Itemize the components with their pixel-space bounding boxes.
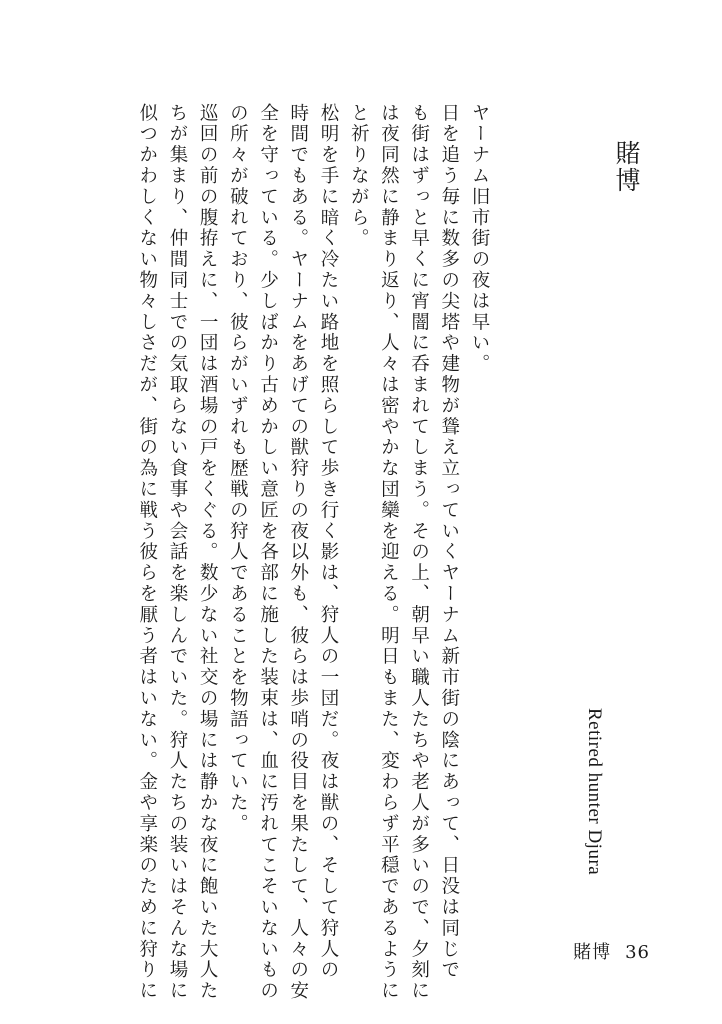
page-title: 賭博 — [612, 140, 641, 194]
text-line: 松明を手に暗く冷たい路地を照らして歩き行く影は、狩人の一団だ。夜は獣の、そして狩人の — [317, 103, 339, 981]
text-line: ヤーナム旧市街の夜は早い。 — [469, 103, 490, 375]
text-line: と祈りながら。 — [348, 103, 370, 250]
text-line: は夜同然に静まり返り、人々は密やかな団欒を迎える。明日もまた、変わらず平穏であるように — [378, 103, 400, 1002]
page-footer — [559, 938, 650, 964]
text-line: も街はずっと早くに宵闇に呑まれてしまう。その上、朝早い職人たちや老人が多いので、夕刻に — [408, 103, 430, 1002]
text-line: 巡回の前の腹拵えに、一団は酒場の戸をくぐる。数少ない社交の場には静かな夜に飽いた大人た — [197, 103, 219, 1002]
text-line: の所々が破れており、彼らがいずれも歴戦の狩人であることを物語っていた。 — [227, 103, 249, 835]
body-text — [132, 103, 494, 1002]
text-line: 全を守っている。少しばかり古めかしい意匠を各部に施した装束は、血に汚れてこそいないもの — [257, 103, 279, 1002]
text-line: 似つかわしくない物々しさだが、街の為に戦う彼らを厭う者はいない。金や享楽のために狩りに — [136, 103, 158, 1002]
text-line: ちが集まり、仲間同士での気取らない食事や会話を楽しんでいた。狩人たちの装いはそんな場に — [166, 103, 188, 1002]
text-line: 日を追う毎に数多の尖塔や建物が聳え立っていくヤーナム新市街の陰にあって、日没は同じで — [438, 103, 460, 981]
text-line: 時間でもある。ヤーナムをあげての獣狩りの夜以外も、彼らは歩哨の役目を果たして、人々の安 — [287, 103, 309, 1002]
footer-title: 賭博 — [573, 942, 612, 963]
page-number: 36 — [625, 942, 650, 963]
chapter-subtitle: Retired hunter Djura — [584, 708, 605, 876]
